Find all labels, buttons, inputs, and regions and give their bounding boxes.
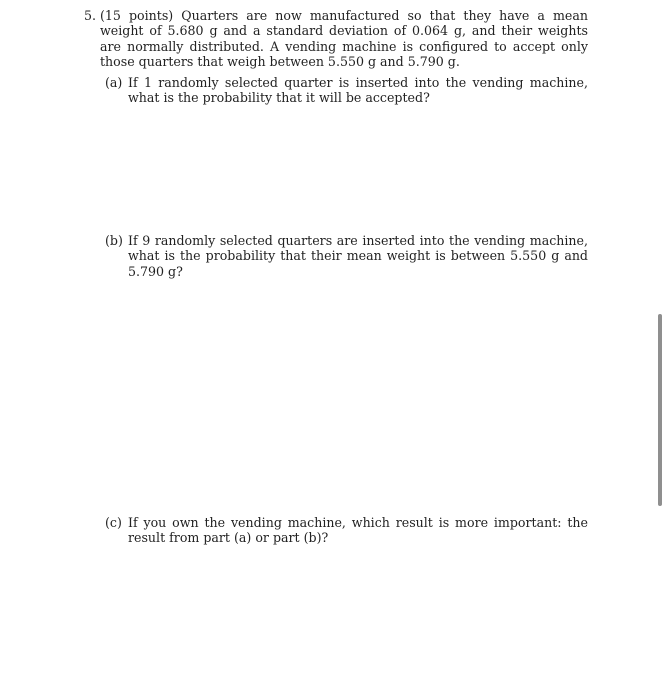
part-b — [105, 233, 588, 279]
part-a-label: (a) — [105, 75, 123, 90]
part-c — [105, 515, 588, 546]
problem-stem-text: (15 points) Quarters are now manufactured so that they have a mean weight of 5.680 g and a standard deviation of 0.064 g, and their weights are normally distributed. A vending machine is configured to accept only those quarters that weigh between 5.550 g and 5.790 g. — [100, 8, 588, 70]
part-b-label: (b) — [105, 233, 123, 248]
part-a — [105, 75, 588, 106]
part-c-label: (c) — [105, 515, 122, 530]
part-a-text: If 1 randomly selected quarter is inserted into the vending machine, what is the probability that it will be accepted? — [128, 75, 588, 106]
problem-stem-block — [84, 8, 588, 70]
part-b-text: If 9 randomly selected quarters are inserted into the vending machine, what is the probability that their mean weight is between 5.550 g and 5.790 g? — [128, 233, 588, 279]
part-c-text: If you own the vending machine, which result is more important: the result from part (a) or part (b)? — [128, 515, 588, 546]
problem-5 — [84, 8, 588, 70]
vertical-scrollbar-thumb[interactable] — [658, 314, 662, 506]
problem-number: 5. — [84, 8, 97, 23]
